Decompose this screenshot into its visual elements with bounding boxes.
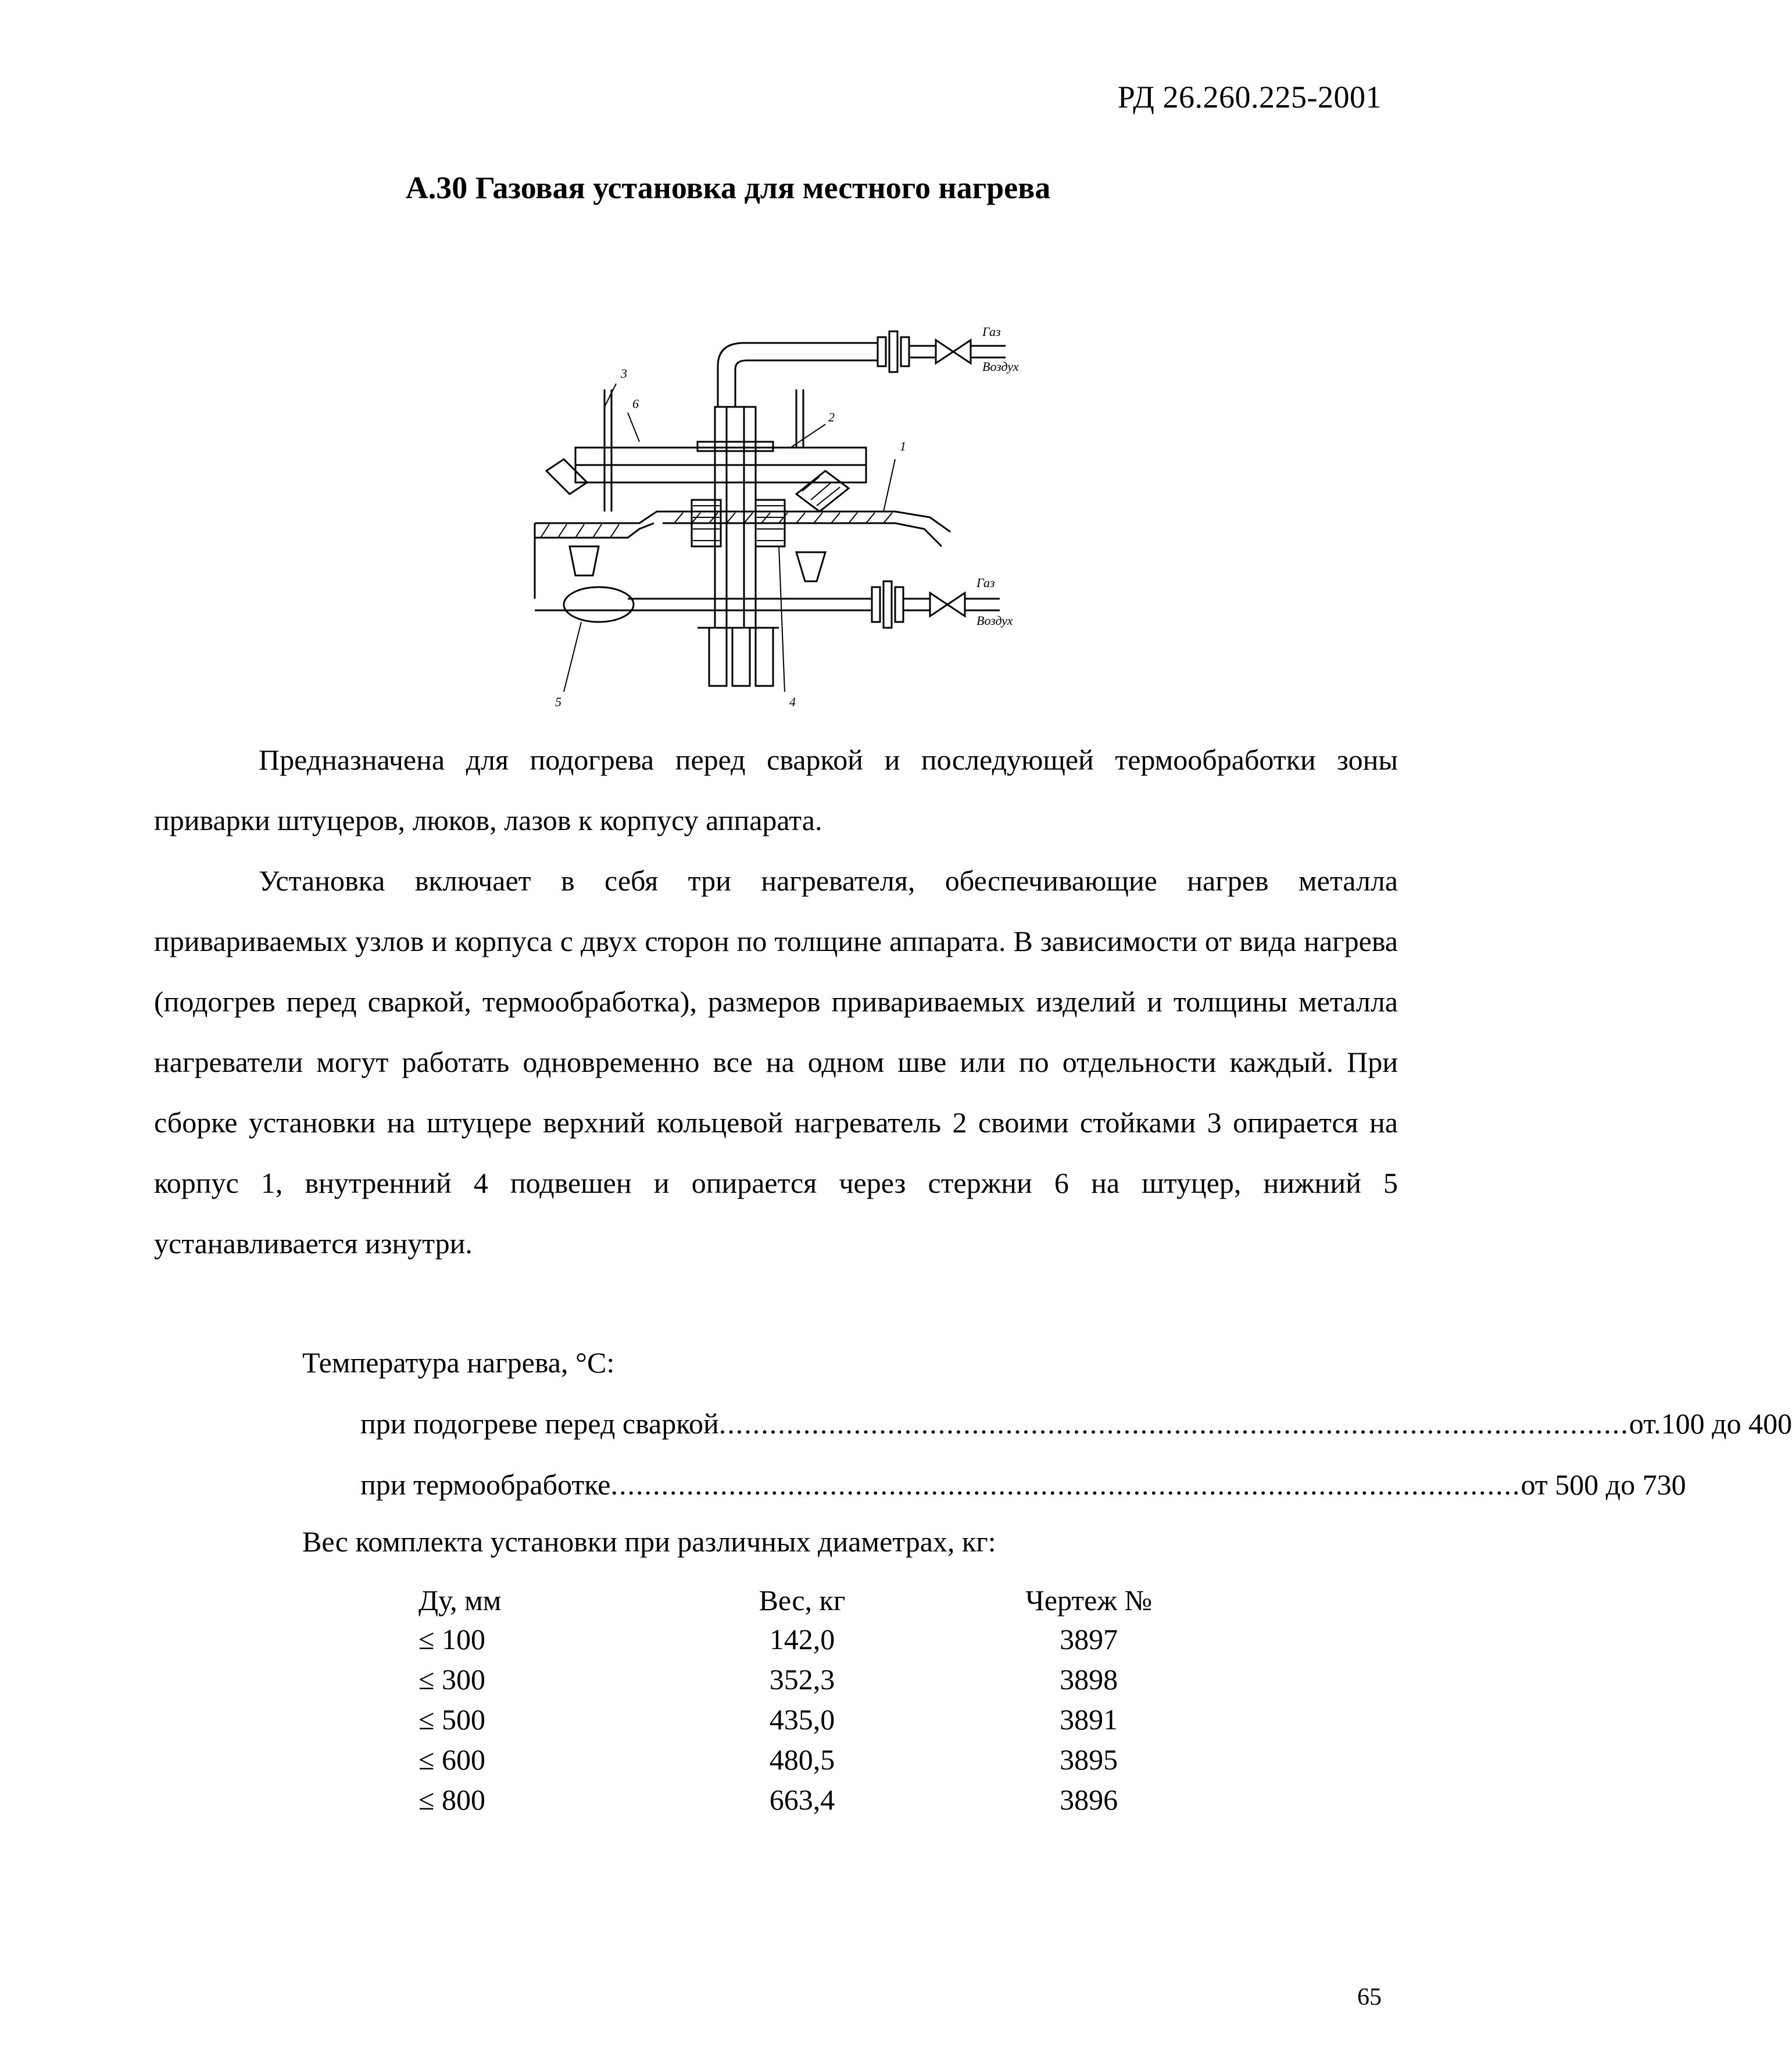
label-4: 4: [789, 695, 796, 709]
weight-heading: Вес комплекта установки при различных диаметрах, кг:: [302, 1525, 996, 1558]
valve-top: [936, 340, 971, 363]
label-air-top: Воздух: [982, 359, 1019, 374]
spec-value: от.100 до 400: [1629, 1407, 1792, 1440]
spec-value: от 500 до 730: [1521, 1468, 1686, 1501]
label-gas-top: Газ: [982, 324, 1001, 339]
spec-label: при термообработке: [360, 1468, 611, 1501]
table-row: [407, 1780, 1232, 1820]
label-air-bottom: Воздух: [977, 613, 1013, 628]
cell-weight: 663,4: [769, 1783, 835, 1816]
label-3: 3: [621, 366, 627, 381]
cell-weight: 480,5: [769, 1743, 835, 1776]
spec-row-heat-treatment: при термообработке ............................................................................................................ от 500 до 730: [360, 1468, 1686, 1501]
installation-drawing: [523, 273, 1023, 721]
label-5: 5: [555, 695, 561, 709]
document-code: РД 26.260.225-2001: [1117, 80, 1382, 115]
cell-diameter: ≤ 500: [419, 1703, 485, 1736]
drawing-svg: [523, 273, 1023, 721]
spec-row-preheat: при подогреве перед сваркой ............................................................................................................ от.100 до 400: [360, 1407, 1792, 1440]
gas-pipe-top: [718, 343, 878, 407]
paragraph-purpose-text: Предназначена для подогрева перед сваркой и последующей термообработки зоны приварки штуцеров, люков, лазов к корпусу аппарата.: [154, 743, 1398, 836]
weight-table: [407, 1581, 1232, 1820]
lower-cone-left: [570, 546, 599, 575]
valve-bottom: [930, 593, 965, 616]
label-6: 6: [632, 396, 639, 411]
lower-cone-right: [796, 552, 825, 581]
cell-drawing: 3896: [1060, 1783, 1118, 1816]
right-burner: [796, 471, 849, 512]
cell-drawing: 3895: [1060, 1743, 1118, 1776]
cell-drawing: 3891: [1060, 1703, 1118, 1736]
lower-heater: [564, 587, 634, 622]
label-2: 2: [828, 410, 835, 424]
table-header-row: [407, 1581, 1232, 1619]
table-row: [407, 1700, 1232, 1740]
nozzle-flange: [698, 442, 773, 451]
temperature-heading: Температура нагрева, °С:: [302, 1346, 615, 1379]
cell-weight: 142,0: [769, 1623, 835, 1655]
vessel-wall-bottom: [663, 523, 942, 546]
paragraph-purpose: [154, 730, 1398, 850]
page-number: 65: [1357, 1984, 1382, 2011]
paragraph-description-text: Установка включает в себя три нагревателя, обеспечивающие нагрев металла привариваемых узлов и корпуса с двух сторон по толщине аппарата. В зависимости от вида нагрева (подогрев перед сваркой, термообработка), размеров привариваемых изделий и толщины металла нагреватели могут работать одновременно все на одном шве или по отдельности каждый. При сборке установки на штуцере верхний кольцевой нагреватель 2 своими стойками 3 опирается на корпус 1, внутренний 4 подвешен и опирается через стержни 6 на штуцер, нижний 5 устанавливается изнутри.: [154, 864, 1398, 1260]
section-title: А.30 Газовая установка для местного нагрева: [405, 170, 1051, 205]
cell-diameter: ≤ 800: [419, 1783, 485, 1816]
cell-drawing: 3898: [1060, 1663, 1118, 1696]
header-nominal-diameter: Ду, мм: [419, 1584, 502, 1617]
label-gas-bottom: Газ: [977, 575, 995, 590]
header-weight: Вес, кг: [759, 1584, 846, 1617]
spec-label: при подогреве перед сваркой: [360, 1407, 719, 1440]
cell-diameter: ≤ 100: [419, 1623, 485, 1655]
table-row: [407, 1660, 1232, 1700]
table-row: [407, 1619, 1232, 1660]
paragraph-description: [154, 850, 1398, 1274]
cell-drawing: 3897: [1060, 1623, 1118, 1655]
cell-weight: 435,0: [769, 1703, 835, 1736]
header-drawing-number: Чертеж №: [1025, 1584, 1153, 1617]
vessel-wall-top: [535, 512, 950, 532]
label-1: 1: [900, 439, 906, 453]
cell-diameter: ≤ 600: [419, 1743, 485, 1776]
cell-diameter: ≤ 300: [419, 1663, 485, 1696]
cell-weight: 352,3: [769, 1663, 835, 1696]
table-row: [407, 1740, 1232, 1780]
